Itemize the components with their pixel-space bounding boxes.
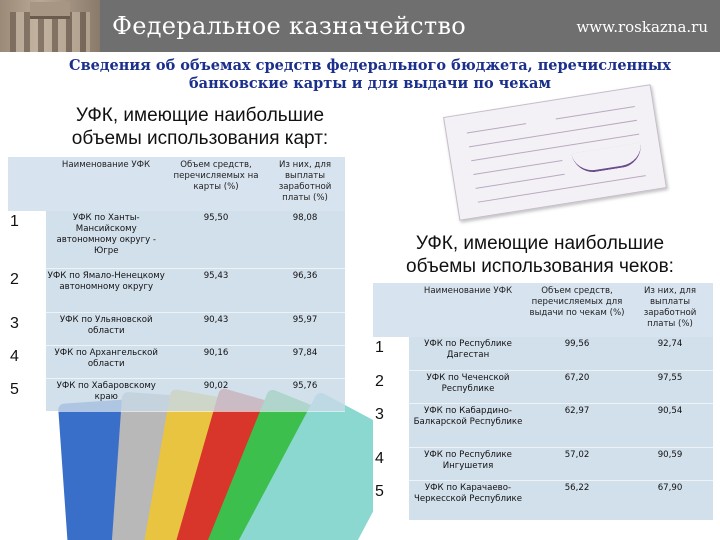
- row-value-1: 56,22: [527, 480, 627, 520]
- row-number: 4: [8, 345, 45, 378]
- row-value-2: 92,74: [627, 337, 713, 370]
- row-name: УФК по Архангельской области: [45, 345, 167, 378]
- row-value-2: 97,55: [627, 370, 713, 403]
- cheques-title-line1: УФК, имеющие наибольшие: [415, 233, 665, 254]
- table-header-row: [8, 157, 345, 211]
- row-value-2: 96,36: [265, 268, 345, 312]
- row-name: УФК по Ульяновской области: [45, 312, 167, 345]
- row-number: 1: [8, 211, 45, 268]
- table-row: [373, 403, 713, 447]
- row-number: 4: [373, 447, 409, 480]
- header-num: [8, 157, 45, 211]
- header-num: [373, 283, 409, 337]
- row-name: УФК по Ханты-Мансийскому автономному округу - Югре: [45, 211, 167, 268]
- table-row: [373, 337, 713, 370]
- row-name: УФК по Чеченской Республике: [409, 370, 527, 403]
- cheques-title-line2: объемы использования чеков:: [406, 256, 674, 277]
- row-name: УФК по Хабаровскому краю: [45, 378, 167, 411]
- row-value-2: 67,90: [627, 480, 713, 520]
- page-title: [20, 57, 720, 93]
- row-value-1: 90,16: [167, 345, 265, 378]
- row-value-2: 97,84: [265, 345, 345, 378]
- table-row: [8, 345, 345, 378]
- cards-title-line1: УФК, имеющие наибольшие: [75, 105, 325, 126]
- row-value-2: 90,54: [627, 403, 713, 447]
- header-col1: Объем средств, перечисляемых для выдачи по чекам (%): [527, 283, 627, 337]
- header-name: Наименование УФК: [45, 157, 167, 211]
- cheques-table: [373, 283, 713, 521]
- cheque-image: [443, 84, 667, 221]
- header-col1: Объем средств, перечисляемых на карты (%): [167, 157, 265, 211]
- header-name: Наименование УФК: [409, 283, 527, 337]
- row-value-2: 90,59: [627, 447, 713, 480]
- cards-section-title: [40, 104, 360, 150]
- table-header-row: [373, 283, 713, 337]
- table-row: [8, 312, 345, 345]
- row-number: 1: [373, 337, 409, 370]
- header-title: Федеральное казначейство: [112, 12, 467, 40]
- row-number: 2: [8, 268, 45, 312]
- table-row: [373, 480, 713, 520]
- row-value-1: 95,50: [167, 211, 265, 268]
- header-col2: Из них, для выплаты заработной платы (%): [265, 157, 345, 211]
- cards-title-line2: объемы использования карт:: [71, 128, 329, 149]
- table-row: [8, 211, 345, 268]
- row-value-1: 90,43: [167, 312, 265, 345]
- row-name: УФК по Республике Ингушетия: [409, 447, 527, 480]
- row-value-1: 57,02: [527, 447, 627, 480]
- page-title-line2: банковские карты и для выдачи по чекам: [189, 75, 551, 92]
- row-value-1: 67,20: [527, 370, 627, 403]
- row-number: 2: [373, 370, 409, 403]
- row-value-1: 62,97: [527, 403, 627, 447]
- table-row: [373, 370, 713, 403]
- cards-table: [8, 157, 345, 412]
- building-photo: [0, 0, 100, 52]
- row-value-1: 99,56: [527, 337, 627, 370]
- row-value-2: 95,76: [265, 378, 345, 411]
- row-number: 3: [8, 312, 45, 345]
- cheques-section-title: [370, 232, 710, 278]
- row-value-1: 95,43: [167, 268, 265, 312]
- row-value-1: 90,02: [167, 378, 265, 411]
- row-value-2: 98,08: [265, 211, 345, 268]
- row-value-2: 95,97: [265, 312, 345, 345]
- header-bar: [0, 0, 720, 52]
- page-title-line1: Сведения об объемах средств федерального бюджета, перечисленных: [69, 57, 671, 74]
- row-name: УФК по Республике Дагестан: [409, 337, 527, 370]
- row-number: 5: [8, 378, 45, 411]
- row-name: УФК по Ямало-Ненецкому автономному округу: [45, 268, 167, 312]
- table-row: [373, 447, 713, 480]
- row-number: 5: [373, 480, 409, 520]
- table-row: [8, 268, 345, 312]
- row-name: УФК по Кабардино-Балкарской Республике: [409, 403, 527, 447]
- header-site-url[interactable]: www.roskazna.ru: [576, 18, 708, 36]
- header-col2: Из них, для выплаты заработной платы (%): [627, 283, 713, 337]
- row-number: 3: [373, 403, 409, 447]
- row-name: УФК по Карачаево-Черкесской Республике: [409, 480, 527, 520]
- table-row: [8, 378, 345, 411]
